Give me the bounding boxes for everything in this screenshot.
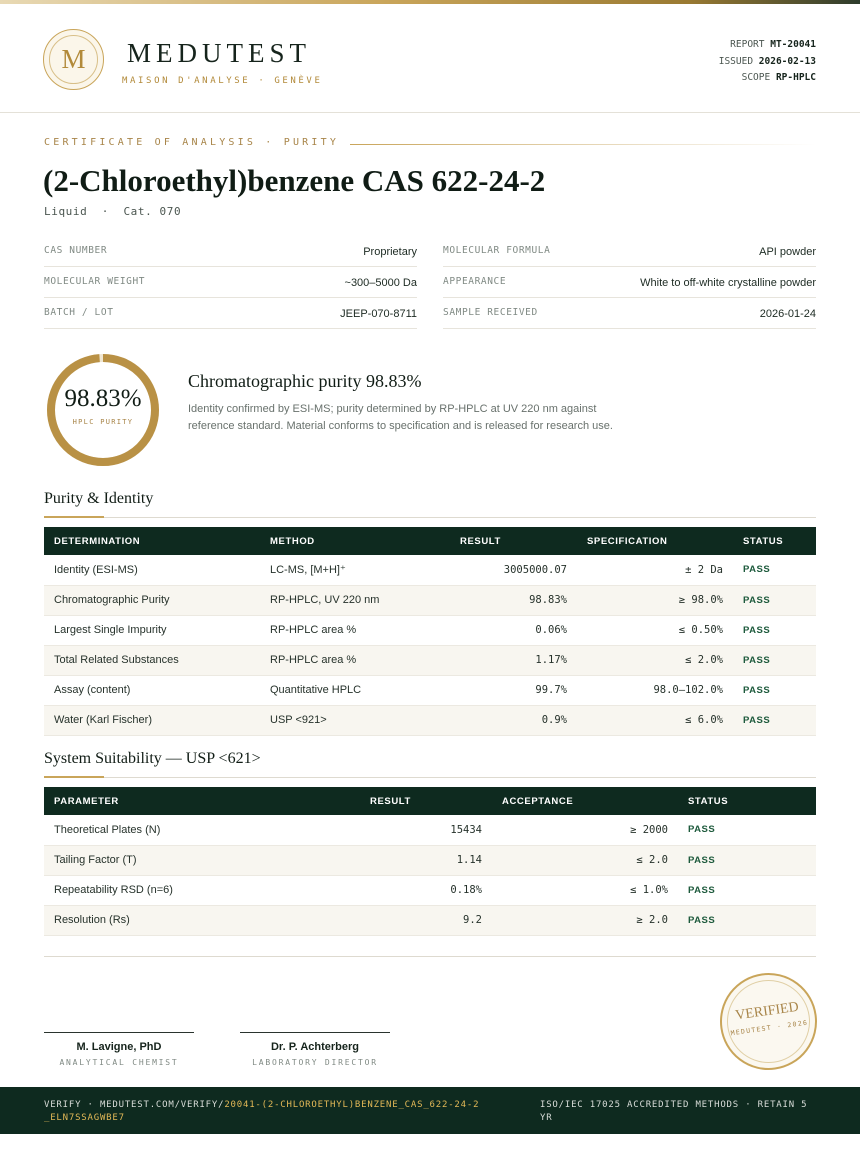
property-molecular-weight (44, 267, 417, 298)
table-row (44, 675, 816, 705)
scope-row: SCOPE RP-HPLC (741, 72, 816, 83)
determination-cell: Total Related Substances (44, 645, 260, 675)
method-cell: Quantitative HPLC (260, 675, 450, 705)
signatory-role: ANALYTICAL CHEMIST (59, 1058, 179, 1067)
property-value: ~300–5000 Da (344, 277, 417, 289)
accreditation-note: ISO/IEC 17025 ACCREDITED METHODS · RETAIN 5 YR (540, 1100, 808, 1123)
property-cas-number (44, 236, 417, 267)
spec-cell: ± 2 Da (577, 555, 733, 585)
parameter-cell: Resolution (Rs) (44, 905, 360, 935)
status-badge: PASS (678, 905, 816, 935)
table-row (44, 845, 816, 875)
property-label: BATCH / LOT (44, 307, 114, 318)
method-cell: RP-HPLC, UV 220 nm (260, 585, 450, 615)
report-header (0, 4, 860, 113)
determination-cell: Identity (ESI-MS) (44, 555, 260, 585)
determination-cell: Assay (content) (44, 675, 260, 705)
acceptance-cell: ≥ 2000 (492, 815, 678, 845)
signature-divider (44, 956, 816, 957)
property-label: MOLECULAR WEIGHT (44, 276, 146, 287)
method-cell: RP-HPLC area % (260, 615, 450, 645)
purity-section-rule (44, 517, 816, 518)
document-kicker: CERTIFICATE OF ANALYSIS · PURITY (44, 137, 340, 148)
acceptance-cell: ≤ 2.0 (492, 845, 678, 875)
result-cell: 99.7% (450, 675, 577, 705)
property-molecular-formula (443, 236, 816, 267)
table-row (44, 815, 816, 845)
table-row (44, 615, 816, 645)
spec-cell: ≤ 0.50% (577, 615, 733, 645)
purity-table (44, 527, 816, 736)
suitability-table (44, 787, 816, 936)
table-row (44, 645, 816, 675)
product-title: (2-Chloroethyl)benzene CAS 622-24-2 (43, 163, 546, 198)
method-cell: USP <921> (260, 705, 450, 735)
column-header: DETERMINATION (44, 527, 260, 555)
report-meta (719, 37, 816, 87)
signature-chemist (44, 1032, 194, 1067)
purity-ring-label: HPLC PURITY (72, 418, 134, 426)
document-kicker-row (44, 137, 816, 151)
property-label: APPEARANCE (443, 276, 507, 287)
parameter-cell: Tailing Factor (T) (44, 845, 360, 875)
property-appearance (443, 267, 816, 298)
logo-monogram: M (49, 35, 98, 84)
parameter-cell: Repeatability RSD (n=6) (44, 875, 360, 905)
result-cell: 1.17% (450, 645, 577, 675)
acceptance-cell: ≤ 1.0% (492, 875, 678, 905)
suitability-table-header (44, 787, 816, 815)
spec-cell: ≥ 98.0% (577, 585, 733, 615)
status-badge: PASS (733, 675, 816, 705)
status-badge: PASS (678, 845, 816, 875)
signatory-name: Dr. P. Achterberg (270, 1041, 360, 1053)
property-batch-lot (44, 298, 417, 329)
result-cell: 1.14 (360, 845, 492, 875)
acceptance-cell: ≥ 2.0 (492, 905, 678, 935)
spec-cell: 98.0–102.0% (577, 675, 733, 705)
purity-headline: Chromatographic purity 98.83% (188, 371, 422, 391)
determination-cell: Chromatographic Purity (44, 585, 260, 615)
parameter-cell: Theoretical Plates (N) (44, 815, 360, 845)
determination-cell: Largest Single Impurity (44, 615, 260, 645)
purity-section-title: Purity & Identity (44, 490, 154, 507)
column-header: SPECIFICATION (577, 527, 733, 555)
signatory-name: M. Lavigne, PhD (76, 1041, 162, 1053)
column-header: PARAMETER (44, 787, 360, 815)
status-badge: PASS (733, 585, 816, 615)
suitability-section-rule (44, 777, 816, 778)
property-label: SAMPLE RECEIVED (443, 307, 538, 318)
column-header: STATUS (678, 787, 816, 815)
verify-line: VERIFY · MEDUTEST.COM/VERIFY/20041-(2-CHLOROETHYL)BENZENE_CAS_622-24-2_ELN7SSAGWBE7 (44, 1100, 480, 1123)
property-label: MOLECULAR FORMULA (443, 245, 551, 256)
property-value: 2026-01-24 (759, 308, 816, 320)
column-header: STATUS (733, 527, 816, 555)
table-row (44, 905, 816, 935)
column-header: RESULT (450, 527, 577, 555)
purity-table-header (44, 527, 816, 555)
scope-value: RP-HPLC (775, 72, 816, 83)
verify-link[interactable]: 20041-(2-CHLOROETHYL)BENZENE_CAS_622-24-2_ELN7SSAGWBE7 (44, 1100, 480, 1123)
report-number: MT-20041 (770, 39, 816, 50)
brand-subtitle: MAISON D'ANALYSE · GENÈVE (122, 76, 323, 86)
status-badge: PASS (733, 645, 816, 675)
result-cell: 9.2 (360, 905, 492, 935)
table-row (44, 875, 816, 905)
purity-description: Identity confirmed by ESI-MS; purity determined by RP-HPLC at UV 220 nm against reference standard. Material conforms to specification and is released for research use. (188, 403, 613, 432)
issued-date-row: ISSUED 2026-02-13 (718, 55, 816, 67)
status-badge: PASS (733, 705, 816, 735)
property-value: API powder (759, 246, 816, 258)
property-value: White to off-white crystalline powder (640, 277, 816, 289)
kicker-divider (350, 144, 816, 145)
column-header: METHOD (260, 527, 450, 555)
determination-cell: Water (Karl Fischer) (44, 705, 260, 735)
report-footer (0, 1087, 860, 1134)
result-cell: 15434 (360, 815, 492, 845)
result-cell: 3005000.07 (450, 555, 577, 585)
signature-director (240, 1032, 390, 1067)
spec-cell: ≤ 6.0% (577, 705, 733, 735)
result-cell: 98.83% (450, 585, 577, 615)
property-label: CAS NUMBER (44, 245, 108, 256)
method-cell: LC-MS, [M+H]⁺ (260, 555, 450, 585)
status-badge: PASS (678, 875, 816, 905)
verified-seal (714, 967, 824, 1077)
status-badge: PASS (733, 615, 816, 645)
report-number-row: REPORT MT-20041 (730, 39, 816, 50)
result-cell: 0.06% (450, 615, 577, 645)
column-header: RESULT (360, 787, 492, 815)
table-row (44, 555, 816, 585)
property-value: Proprietary (363, 246, 417, 258)
issued-date: 2026-02-13 (758, 55, 816, 67)
property-value: JEEP-070-8711 (340, 308, 417, 320)
brand-logo (43, 29, 104, 90)
method-cell: RP-HPLC area % (260, 645, 450, 675)
product-subtitle: Liquid · Cat. 070 (44, 205, 182, 218)
table-row (44, 705, 816, 735)
status-badge: PASS (733, 555, 816, 585)
table-row (44, 585, 816, 615)
column-header: ACCEPTANCE (492, 787, 678, 815)
purity-ring (45, 352, 161, 468)
seal-text: VERIFIED (734, 999, 800, 1024)
result-cell: 0.18% (360, 875, 492, 905)
status-badge: PASS (678, 815, 816, 845)
purity-ring-value: 98.83% (64, 385, 142, 412)
result-cell: 0.9% (450, 705, 577, 735)
seal-subtext: MEDUTEST · 2026 (730, 1018, 809, 1038)
property-sample-received (443, 298, 816, 329)
brand-name: MEDUTEST (127, 38, 311, 68)
signatory-role: LABORATORY DIRECTOR (252, 1058, 378, 1067)
suitability-section-title: System Suitability — USP <621> (44, 750, 261, 767)
spec-cell: ≤ 2.0% (577, 645, 733, 675)
